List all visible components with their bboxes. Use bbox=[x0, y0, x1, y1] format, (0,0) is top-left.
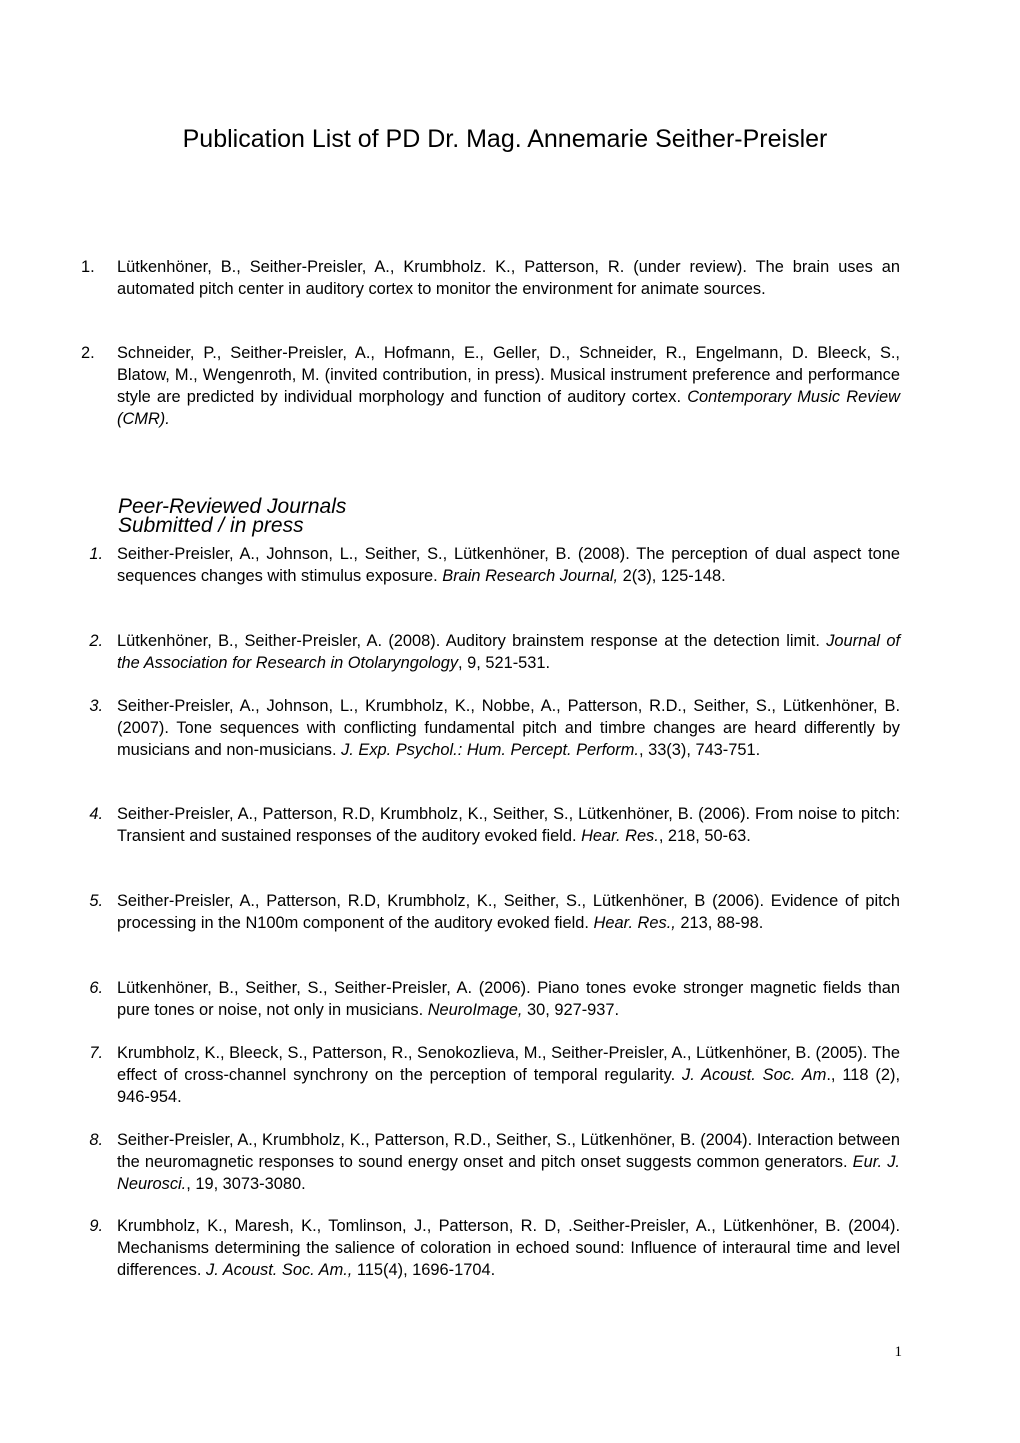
entry-number: 6. bbox=[89, 979, 103, 997]
journal-entry-9 bbox=[89, 1215, 900, 1281]
entry-number: 7. bbox=[89, 1044, 103, 1062]
entry-text: Lütkenhöner, B., Seither, S., Seither-Preisler, A. (2006). Piano tones evoke stronger magnetic fields than pure tones or noise, not only in musicians. bbox=[117, 979, 900, 1019]
entry-journal: J. Acoust. Soc. Am bbox=[682, 1066, 827, 1084]
entry-number: 4. bbox=[89, 805, 103, 823]
entry-journal: Hear. Res. bbox=[581, 827, 659, 845]
entry-journal: Hear. Res., bbox=[593, 914, 676, 932]
entry-text: Seither-Preisler, A., Johnson, L., Seither, S., Lütkenhöner, B. (2008). The perception of dual aspect tone sequences changes with stimulus exposure. bbox=[117, 545, 900, 585]
entry-number: 2. bbox=[81, 344, 95, 362]
journal-entry-4 bbox=[89, 803, 900, 847]
entry-number: 1. bbox=[81, 258, 95, 276]
entry-number: 2. bbox=[89, 632, 103, 650]
entry-number: 8. bbox=[89, 1131, 103, 1149]
entry-journal: Contemporary Music Review (CMR). bbox=[117, 388, 900, 428]
journal-entry-1 bbox=[89, 543, 900, 587]
section-heading-submitted: Submitted / in press bbox=[118, 514, 304, 537]
entry-details: 213, 88-98. bbox=[675, 914, 764, 932]
entry-details: , 19, 3073-3080. bbox=[186, 1175, 306, 1193]
document-title: Publication List of PD Dr. Mag. Annemarie Seither-Preisler bbox=[182, 125, 828, 153]
entry-number: 5. bbox=[89, 892, 103, 910]
entry-text: Lütkenhöner, B., Seither-Preisler, A. (2008). Auditory brainstem response at the detection limit. bbox=[117, 632, 827, 650]
entry-details: 30, 927-937. bbox=[522, 1001, 620, 1019]
entry-text: Seither-Preisler, A., Johnson, L., Krumbholz, K., Nobbe, A., Patterson, R.D., Seither, S., Lütkenhöner, B. (2007). Tone sequences with conflicting fundamental pitch and timbre changes are heard differently by musicians and non-musicians. bbox=[117, 697, 900, 759]
entry-details: 2(3), 125-148. bbox=[618, 567, 726, 585]
journal-entry-7 bbox=[89, 1042, 901, 1108]
entry-text: Lütkenhöner, B., Seither-Preisler, A., Krumbholz. K., Patterson, R. (under review). The brain uses an automated pitch center in auditory cortex to monitor the environment for animate sources. bbox=[117, 258, 900, 298]
journal-entry-6 bbox=[89, 977, 900, 1021]
entry-number: 3. bbox=[89, 697, 103, 715]
journal-entry-8 bbox=[89, 1129, 900, 1195]
entry-number: 1. bbox=[89, 545, 103, 563]
entry-journal: Eur. J. Neurosci. bbox=[117, 1153, 900, 1193]
journal-entry-2 bbox=[89, 630, 900, 674]
entry-details: 115(4), 1696-1704. bbox=[352, 1261, 496, 1279]
journal-entry-3 bbox=[89, 695, 900, 761]
entry-text: Seither-Preisler, A., Patterson, R.D, Krumbholz, K., Seither, S., Lütkenhöner, B (2006). Evidence of pitch processing in the N100m component of the auditory evoked field. bbox=[117, 892, 900, 932]
entry-journal: J. Exp. Psychol.: Hum. Percept. Perform. bbox=[341, 741, 639, 759]
entry-text: Seither-Preisler, A., Krumbholz, K., Patterson, R.D., Seither, S., Lütkenhöner, B. (2004). Interaction between the neuromagnetic responses to sound energy onset and pitch onset suggests common generators. bbox=[117, 1131, 900, 1171]
entry-details: , 33(3), 743-751. bbox=[638, 741, 761, 759]
submitted-entry-2 bbox=[81, 342, 900, 430]
entry-number: 9. bbox=[89, 1217, 103, 1235]
entry-journal: Brain Research Journal, bbox=[442, 567, 619, 585]
entry-details: , 9, 521-531. bbox=[458, 654, 551, 672]
submitted-entry-1 bbox=[81, 256, 900, 300]
entry-journal: Journal of the Association for Research in Otolaryngology bbox=[117, 632, 900, 672]
entry-journal: J. Acoust. Soc. Am., bbox=[206, 1261, 353, 1279]
entry-details: , 218, 50-63. bbox=[658, 827, 751, 845]
page-number: 1 bbox=[894, 1344, 902, 1360]
entry-journal: NeuroImage, bbox=[427, 1001, 523, 1019]
entry-text: Seither-Preisler, A., Patterson, R.D, Krumbholz, K., Seither, S., Lütkenhöner, B. (2006). From noise to pitch: Transient and sustained responses of the auditory evoked field. bbox=[117, 805, 900, 845]
entry-details: ., 118 (2), 946-954. bbox=[117, 1066, 901, 1106]
entry-text: Krumbholz, K., Maresh, K., Tomlinson, J., Patterson, R. D, .Seither-Preisler, A., Lütkenhöner, B. (2004). Mechanisms determining the salience of coloration in echoed sound: Influence of interaural time and level differences. bbox=[117, 1217, 900, 1279]
entry-text: Schneider, P., Seither-Preisler, A., Hofmann, E., Geller, D., Schneider, R., Engelmann, D. Bleeck, S., Blatow, M., Wengenroth, M. (invited contribution, in press). Musical instrument preference and performance style are predicted by individual morphology and function of auditory cortex. bbox=[117, 344, 900, 406]
journal-entry-5 bbox=[89, 890, 900, 934]
entry-text: Krumbholz, K., Bleeck, S., Patterson, R., Senokozlieva, M., Seither-Preisler, A., Lütkenhöner, B. (2005). The effect of cross-channel synchrony on the perception of temporal regularity. bbox=[117, 1044, 900, 1084]
section-heading-journals: Peer-Reviewed Journals bbox=[118, 495, 347, 518]
